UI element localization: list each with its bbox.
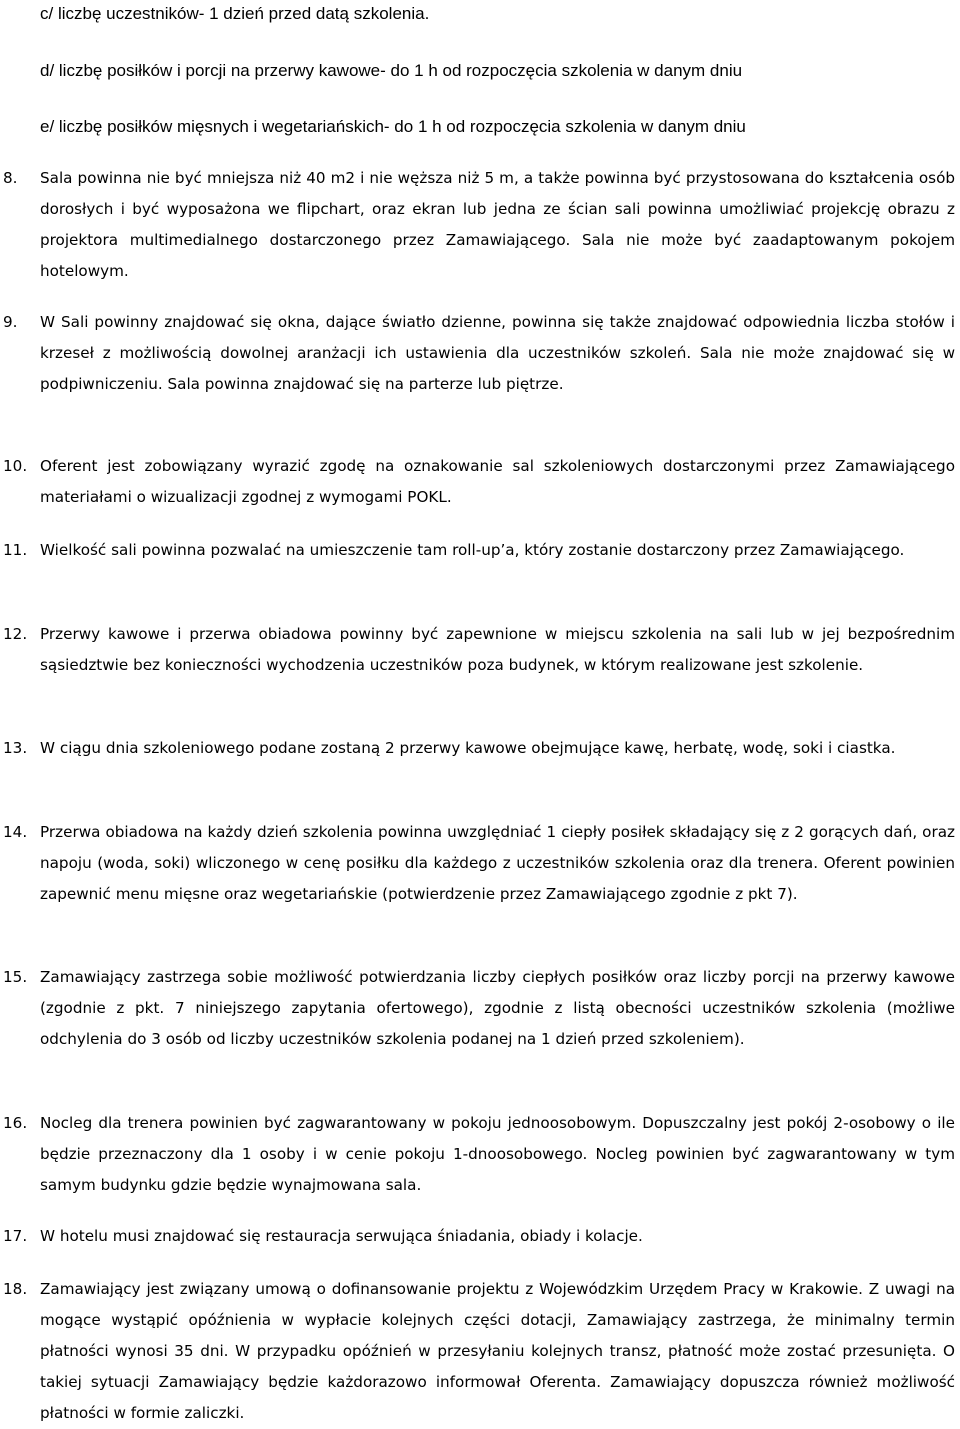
- item-number: 10.: [3, 457, 28, 475]
- list-item-15: [0, 962, 955, 1055]
- item-text: Zamawiający zastrzega sobie możliwość potwierdzania liczby ciepłych posiłków oraz liczby porcji na przerwy kawowe (zgodnie z pkt. 7 niniejszego zapytania ofertowego), zgodnie z listą obecności uczestników szkolenia (możliwe odchylenia do 3 osób od liczby uczestników szkolenia podanej na 1 dzień przed szkoleniem).: [40, 968, 955, 1048]
- list-item-9: [0, 307, 955, 400]
- list-item-10: [0, 451, 955, 513]
- item-text: W ciągu dnia szkoleniowego podane zostaną 2 przerwy kawowe obejmujące kawę, herbatę, wodę, soki i ciastka.: [40, 739, 896, 757]
- item-number: 14.: [3, 823, 28, 841]
- item-text: Nocleg dla trenera powinien być zagwarantowany w pokoju jednoosobowym. Dopuszczalny jest pokój 2-osobowy o ile będzie przeznaczony dla 1 osoby i w cenie pokoju 1-dnoosobowego. Nocleg powinien być zagwarantowany w tym samym budynku gdzie będzie wynajmowana sala.: [40, 1114, 955, 1194]
- sub-item-c: c/ liczbę uczestników- 1 dzień przed datą szkolenia.: [40, 4, 430, 23]
- item-text: Wielkość sali powinna pozwalać na umieszczenie tam roll-up’a, który zostanie dostarczony przez Zamawiającego.: [40, 541, 905, 559]
- list-item-16: [0, 1108, 955, 1201]
- item-number: 15.: [3, 968, 28, 986]
- list-item-17: [0, 1221, 955, 1252]
- item-number: 12.: [3, 625, 28, 643]
- item-number: 11.: [3, 541, 28, 559]
- list-item-12: [0, 619, 955, 681]
- sub-item-e: e/ liczbę posiłków mięsnych i wegetariańskich- do 1 h od rozpoczęcia szkolenia w danym dniu: [40, 117, 746, 136]
- item-number: 8.: [3, 169, 18, 187]
- item-number: 16.: [3, 1114, 28, 1132]
- list-item-11: [0, 535, 955, 566]
- sub-item-d: d/ liczbę posiłków i porcji na przerwy kawowe- do 1 h od rozpoczęcia szkolenia w danym dniu: [40, 61, 743, 80]
- item-text: W Sali powinny znajdować się okna, dające światło dzienne, powinna się także znajdować odpowiednia liczba stołów i krzeseł z możliwością dowolnej aranżacji ich ustawienia dla uczestników szkoleń. Sala nie może znajdować się w podpiwniczeniu. Sala powinna znajdować się na parterze lub piętrze.: [40, 313, 955, 393]
- list-item-8: [0, 163, 955, 287]
- list-item-18: [0, 1274, 955, 1429]
- item-text: Oferent jest zobowiązany wyrazić zgodę na oznakowanie sal szkoleniowych dostarczonymi przez Zamawiającego materiałami o wizualizacji zgodnej z wymogami POKL.: [40, 457, 955, 506]
- item-text: Sala powinna nie być mniejsza niż 40 m2 i nie węższa niż 5 m, a także powinna być przystosowana do kształcenia osób dorosłych i być wyposażona we flipchart, oraz ekran lub jedna ze ścian sali powinna umożliwiać projekcję obrazu z projektora multimedialnego dostarczonego przez Zamawiającego. Sala nie może być zaadaptowanym pokojem hotelowym.: [40, 169, 955, 280]
- item-text: Przerwy kawowe i przerwa obiadowa powinny być zapewnione w miejscu szkolenia na sali lub w jej bezpośrednim sąsiedztwie bez konieczności wychodzenia uczestników poza budynek, w którym realizowane jest szkolenie.: [40, 625, 955, 674]
- item-text: W hotelu musi znajdować się restauracja serwująca śniadania, obiady i kolacje.: [40, 1227, 643, 1245]
- item-number: 18.: [3, 1280, 28, 1298]
- item-number: 17.: [3, 1227, 28, 1245]
- item-text: Zamawiający jest związany umową o dofinansowanie projektu z Wojewódzkim Urzędem Pracy w Krakowie. Z uwagi na mogące wystąpić opóźnienia w wypłacie kolejnych części dotacji, Zamawiający zastrzega, że minimalny termin płatności wynosi 35 dni. W przypadku opóźnień w przesyłaniu kolejnych transz, płatność może zostać przesunięta. O takiej sytuacji Zamawiający będzie każdorazowo informował Oferenta. Zamawiający dopuszcza również możliwość płatności w formie zaliczki.: [40, 1280, 955, 1422]
- list-item-14: [0, 817, 955, 910]
- list-item-13: [0, 733, 955, 764]
- item-number: 9.: [3, 313, 18, 331]
- item-text: Przerwa obiadowa na każdy dzień szkolenia powinna uwzględniać 1 ciepły posiłek składający się z 2 gorących dań, oraz napoju (woda, soki) wliczonego w cenę posiłku dla każdego z uczestników szkolenia oraz dla trenera. Oferent powinien zapewnić menu mięsne oraz wegetariańskie (potwierdzenie przez Zamawiającego zgodnie z pkt 7).: [40, 823, 955, 903]
- item-number: 13.: [3, 739, 28, 757]
